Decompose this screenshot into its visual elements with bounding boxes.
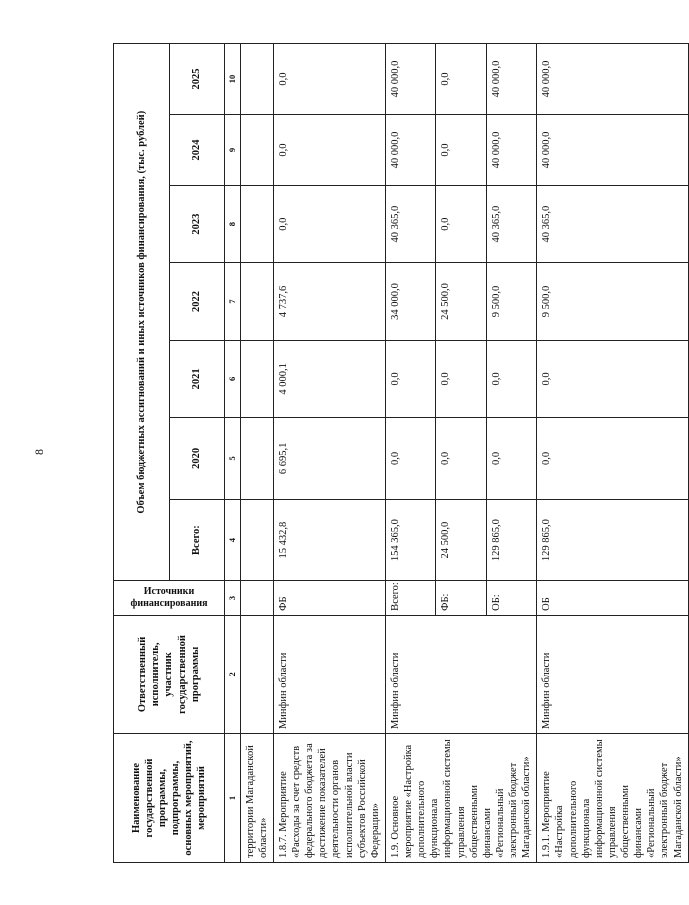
- header-funding-source-text: Источники финансирования: [130, 585, 208, 609]
- column-number: 1: [225, 733, 241, 862]
- amount-cell: 40 365,0: [537, 185, 688, 262]
- funding-source-cell: ОБ:: [486, 580, 536, 614]
- amount-cell: 0,0: [385, 340, 435, 417]
- executor-cell: Минфин области: [273, 615, 385, 733]
- amount-cell: 0,0: [273, 114, 385, 185]
- amount-cell: 129 865,0: [486, 499, 536, 581]
- column-number: 10: [225, 43, 241, 114]
- table-row: [273, 43, 385, 862]
- amount-cell: 129 865,0: [537, 499, 688, 581]
- amount-cell: 40 000,0: [537, 114, 688, 185]
- header-program-name: Наименование государственной программы, подпрограммы, основных мероприятий, мероприятий: [114, 733, 225, 862]
- header-year-2020: 2020: [169, 417, 225, 499]
- amount-cell: 0,0: [436, 114, 486, 185]
- column-number: 4: [225, 499, 241, 581]
- amount-cell: 24 500,0: [436, 499, 486, 581]
- amount-cell: 0,0: [486, 340, 536, 417]
- amount-cell: 4 737,6: [273, 262, 385, 339]
- funding-source-cell: [240, 580, 273, 614]
- amount-cell: [240, 114, 273, 185]
- rotated-table-container: [113, 43, 684, 863]
- amount-cell: [240, 185, 273, 262]
- amount-cell: 40 365,0: [486, 185, 536, 262]
- amount-cell: [240, 417, 273, 499]
- amount-cell: 0,0: [385, 417, 435, 499]
- funding-source-cell: ОБ: [537, 580, 688, 614]
- amount-cell: 0,0: [436, 417, 486, 499]
- funding-source-cell: ФБ: [273, 580, 385, 614]
- amount-cell: 40 365,0: [385, 185, 435, 262]
- amount-cell: 6 695,1: [273, 417, 385, 499]
- amount-cell: 154 365,0: [385, 499, 435, 581]
- program-name-cell: территории Магаданской области»: [240, 733, 273, 862]
- amount-cell: 40 000,0: [385, 43, 435, 114]
- column-number: 7: [225, 262, 241, 339]
- amount-cell: 34 000,0: [385, 262, 435, 339]
- header-year-2021: 2021: [169, 340, 225, 417]
- header-year-2024: 2024: [169, 114, 225, 185]
- column-number: 5: [225, 417, 241, 499]
- amount-cell: 40 000,0: [486, 43, 536, 114]
- amount-cell: 40 000,0: [385, 114, 435, 185]
- program-name-cell: 1.9. Основное мероприятие «Настройка дополнительного функционала информационной системы управления общественными финансами «Региональный электронный бюджет Магаданской области»: [385, 733, 536, 862]
- column-number: 2: [225, 615, 241, 733]
- header-year-2022: 2022: [169, 262, 225, 339]
- column-numbers-row: [225, 43, 241, 862]
- header-executor: Ответственный исполнитель, участник государственной программы: [114, 615, 225, 733]
- header-year-2023: 2023: [169, 185, 225, 262]
- amount-cell: 40 000,0: [486, 114, 536, 185]
- executor-cell: Минфин области: [537, 615, 688, 733]
- amount-cell: [240, 340, 273, 417]
- amount-cell: [240, 499, 273, 581]
- amount-cell: 0,0: [537, 417, 688, 499]
- amount-cell: [240, 43, 273, 114]
- amount-cell: 0,0: [273, 43, 385, 114]
- column-number: 3: [225, 580, 241, 614]
- header-funding-source: [114, 580, 225, 614]
- funding-source-cell: ФБ:: [436, 580, 486, 614]
- table-row: [537, 43, 688, 862]
- amount-cell: 9 500,0: [486, 262, 536, 339]
- funding-source-cell: Всего:: [385, 580, 435, 614]
- amount-cell: 0,0: [273, 185, 385, 262]
- executor-cell: Минфин области: [385, 615, 536, 733]
- table-body: [240, 43, 688, 862]
- header-funding-title: Объем бюджетных ассигнований и иных источников финансирования, (тыс. рублей): [114, 43, 170, 580]
- amount-cell: 24 500,0: [436, 262, 486, 339]
- page-number: 8: [32, 449, 46, 455]
- amount-cell: 0,0: [436, 185, 486, 262]
- table-row: [240, 43, 273, 862]
- amount-cell: 4 000,1: [273, 340, 385, 417]
- column-number: 9: [225, 114, 241, 185]
- executor-cell: [240, 615, 273, 733]
- program-name-cell: 1.9.1. Мероприятие «Настройка дополнительного функционала информационной системы управления общественными финансами «Региональный электронный бюджет Магаданской области»: [537, 733, 688, 862]
- header-year-total: Всего:: [169, 499, 225, 581]
- amount-cell: 0,0: [436, 340, 486, 417]
- amount-cell: 15 432,8: [273, 499, 385, 581]
- amount-cell: 0,0: [436, 43, 486, 114]
- amount-cell: 40 000,0: [537, 43, 688, 114]
- amount-cell: 0,0: [486, 417, 536, 499]
- header-year-2025: 2025: [169, 43, 225, 114]
- amount-cell: 9 500,0: [537, 262, 688, 339]
- amount-cell: [240, 262, 273, 339]
- table-row: [385, 43, 435, 862]
- amount-cell: 0,0: [537, 340, 688, 417]
- program-name-cell: 1.8.7. Мероприятие «Расходы за счет средств федерального бюджета за достижение показателей деятельности органов исполнительной власти субъектов Российской Федерации»: [273, 733, 385, 862]
- column-number: 6: [225, 340, 241, 417]
- column-number: 8: [225, 185, 241, 262]
- budget-table: [113, 43, 689, 863]
